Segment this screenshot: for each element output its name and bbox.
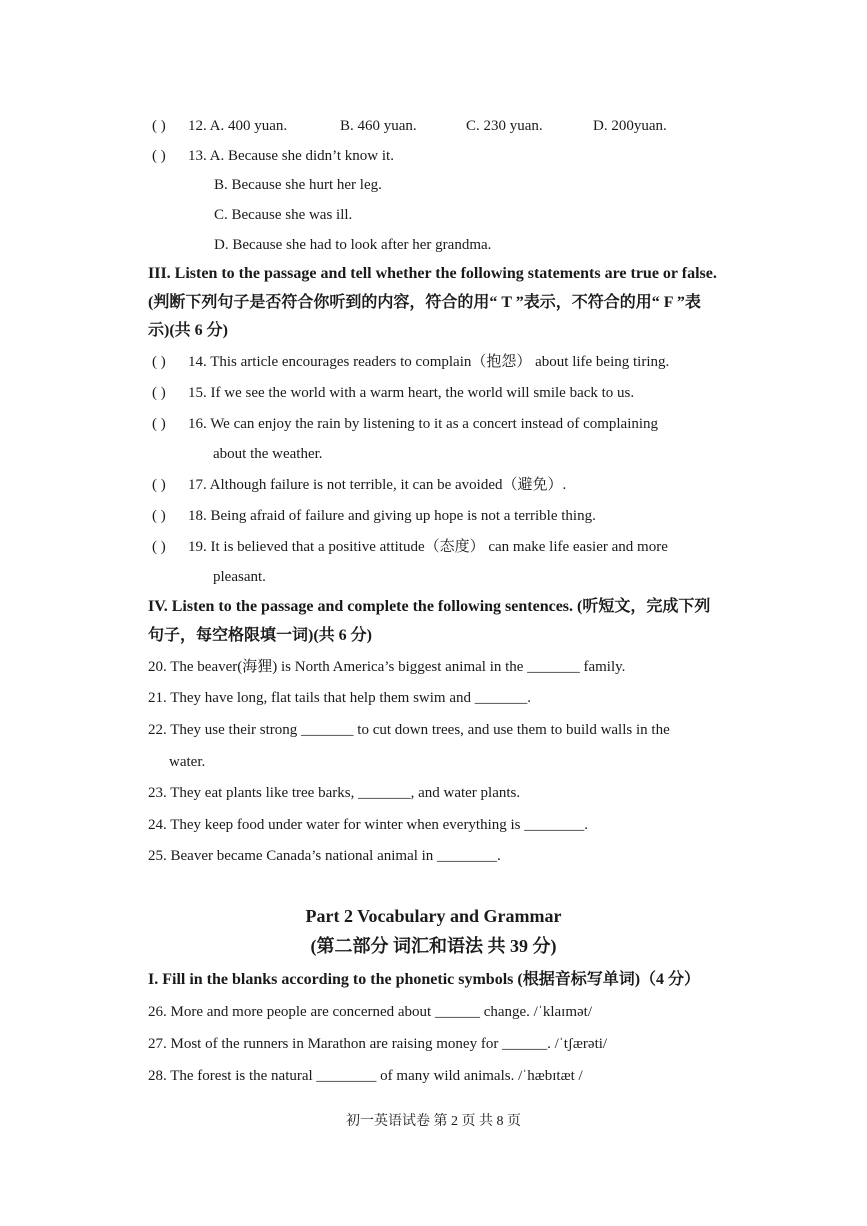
answer-bracket[interactable]: ( ) (152, 148, 166, 164)
question-27: 27. Most of the runners in Marathon are raising money for ______. /ˈtʃærəti/ (148, 1036, 608, 1052)
part-2-subtitle: (第二部分 词汇和语法 共 39 分) (310, 936, 557, 956)
question-24: 24. They keep food under water for winter when everything is ________. (148, 817, 589, 833)
question-16: 16. We can enjoy the rain by listening to it as a concert instead of complaining (188, 416, 659, 432)
answer-bracket[interactable]: ( ) (152, 477, 166, 493)
section-3-instructions: (判断下列句子是否符合你听到的内容，符合的用“ T ”表示，不符合的用“ F ”表 (148, 294, 701, 311)
question-16-cont: about the weather. (213, 446, 323, 462)
question-21: 21. They have long, flat tails that help them swim and _______. (148, 690, 531, 706)
question-19: 19. It is believed that a positive attitude（态度） can make life easier and more (188, 539, 668, 555)
question-14: 14. This article encourages readers to complain（抱怨） about life being tiring. (188, 354, 670, 370)
q13-option-c: C. Because she was ill. (214, 207, 353, 223)
section-4-heading: IV. Listen to the passage and complete the following sentences. (听短文，完成下列 (148, 598, 711, 615)
question-15: 15. If we see the world with a warm heart, the world will smile back to us. (188, 385, 635, 401)
question-12: 12. A. 400 yuan. (188, 118, 288, 134)
question-23: 23. They eat plants like tree barks, _______, and water plants. (148, 785, 521, 801)
q12-option-b: B. 460 yuan. (340, 118, 417, 134)
vocab-section-heading: I. Fill in the blanks according to the phonetic symbols (根据音标写单词)（4 分） (148, 971, 701, 988)
question-13: 13. A. Because she didn’t know it. (188, 148, 394, 164)
part-2-title: Part 2 Vocabulary and Grammar (305, 906, 562, 926)
question-22: 22. They use their strong _______ to cut down trees, and use them to build walls in the (148, 722, 670, 738)
q13-option-b: B. Because she hurt her leg. (214, 177, 382, 193)
q12-option-c: C. 230 yuan. (466, 118, 543, 134)
q12-option-d: D. 200yuan. (593, 118, 667, 134)
answer-bracket[interactable]: ( ) (152, 539, 166, 555)
question-26: 26. More and more people are concerned about ______ change. /ˈklaɪmət/ (148, 1004, 593, 1020)
question-22-cont: water. (169, 754, 206, 770)
answer-bracket[interactable]: ( ) (152, 508, 166, 524)
answer-bracket[interactable]: ( ) (152, 118, 166, 134)
question-18: 18. Being afraid of failure and giving up hope is not a terrible thing. (188, 508, 596, 524)
answer-bracket[interactable]: ( ) (152, 385, 166, 401)
question-25: 25. Beaver became Canada’s national animal in ________. (148, 848, 501, 864)
section-3-instructions-cont: 示)(共 6 分) (148, 322, 228, 339)
question-19-cont: pleasant. (213, 569, 266, 585)
answer-bracket[interactable]: ( ) (152, 354, 166, 370)
question-17: 17. Although failure is not terrible, it can be avoided（避免）. (188, 477, 567, 493)
answer-bracket[interactable]: ( ) (152, 416, 166, 432)
page-footer: 初一英语试卷 第 2 页 共 8 页 (346, 1114, 521, 1129)
q13-option-d: D. Because she had to look after her grandma. (214, 237, 492, 253)
section-3-heading: III. Listen to the passage and tell whether the following statements are true or false. (148, 265, 717, 282)
question-28: 28. The forest is the natural ________ of many wild animals. /ˈhæbɪtæt / (148, 1068, 583, 1084)
question-20: 20. The beaver(海狸) is North America’s biggest animal in the _______ family. (148, 659, 626, 675)
section-4-instructions: 句子，每空格限填一词)(共 6 分) (148, 627, 372, 644)
